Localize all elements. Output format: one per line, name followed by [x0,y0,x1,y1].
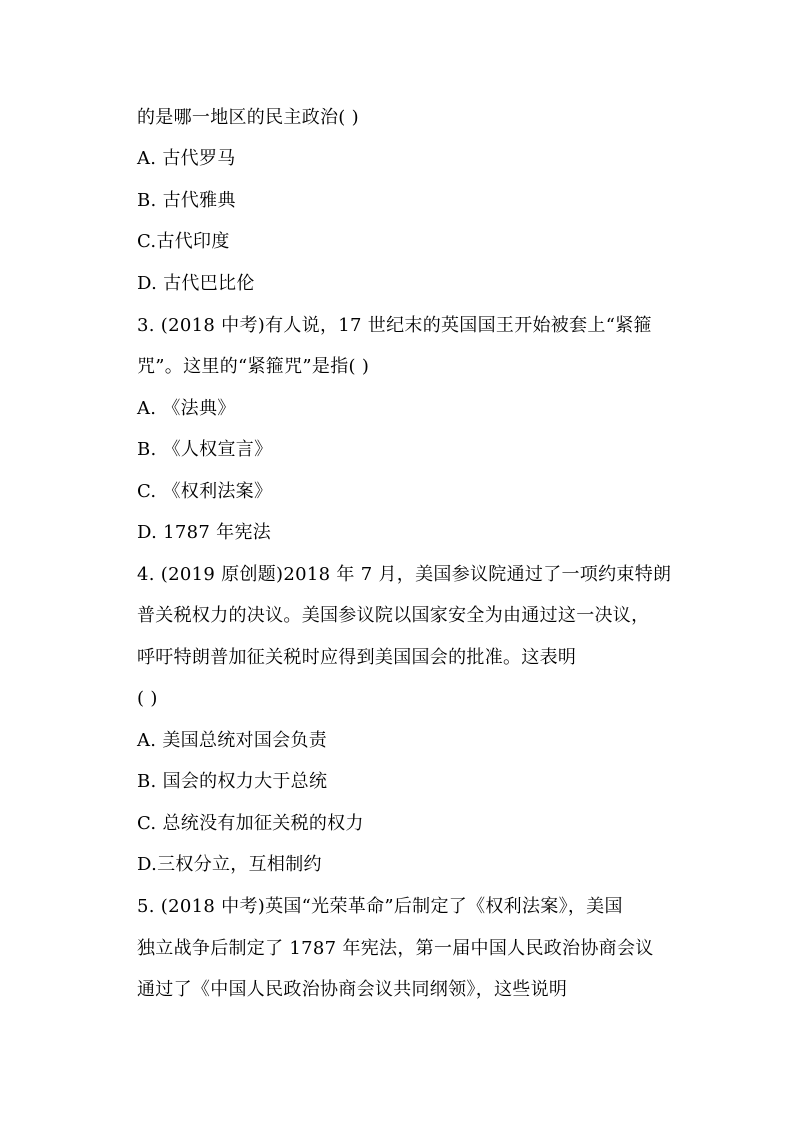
q5-stem-line-3: 通过了《中国人民政治协商会议共同纲领》，这些说明 [137,979,568,1000]
q5-stem-line-2: 独立战争后制定了 1787 年宪法，第一届中国人民政治协商会议 [137,938,654,959]
q4-option-a: A. 美国总统对国会负责 [137,730,328,751]
q4-option-b: B. 国会的权力大于总统 [137,771,328,792]
q2-option-b: B. 古代雅典 [137,190,236,211]
q3-option-a: A. 《法典》 [137,398,236,419]
q4-stem-line-3: 呼吁特朗普加征关税时应得到美国国会的批准。这表明 [137,647,577,668]
q3-option-b: B. 《人权宣言》 [137,439,273,460]
q2-option-d: D. 古代巴比伦 [137,273,255,294]
q4-option-c: C. 总统没有加征关税的权力 [137,813,364,834]
q4-option-d: D.三权分立，互相制约 [137,854,322,875]
q3-stem-line-1: 3. (2018 中考)有人说，17 世纪末的英国国王开始被套上“紧箍 [137,315,652,336]
q4-stem-line-2: 普关税权力的决议。美国参议院以国家安全为由通过这一决议， [137,605,650,626]
q2-option-a: A. 古代罗马 [137,148,236,169]
q4-answer-blank: ( ) [137,688,158,709]
q2-option-c: C.古代印度 [137,231,230,252]
q2-stem-continuation: 的是哪一地区的民主政治( ) [137,107,359,128]
q3-option-d: D. 1787 年宪法 [137,522,272,543]
q4-stem-line-1: 4. (2019 原创题)2018 年 7 月，美国参议院通过了一项约束特朗 [137,564,672,585]
q3-option-c: C. 《权利法案》 [137,481,273,502]
q3-stem-line-2: 咒”。这里的“紧箍咒”是指( ) [137,356,370,377]
q5-stem-line-1: 5. (2018 中考)英国“光荣革命”后制定了《权利法案》，美国 [137,896,623,917]
